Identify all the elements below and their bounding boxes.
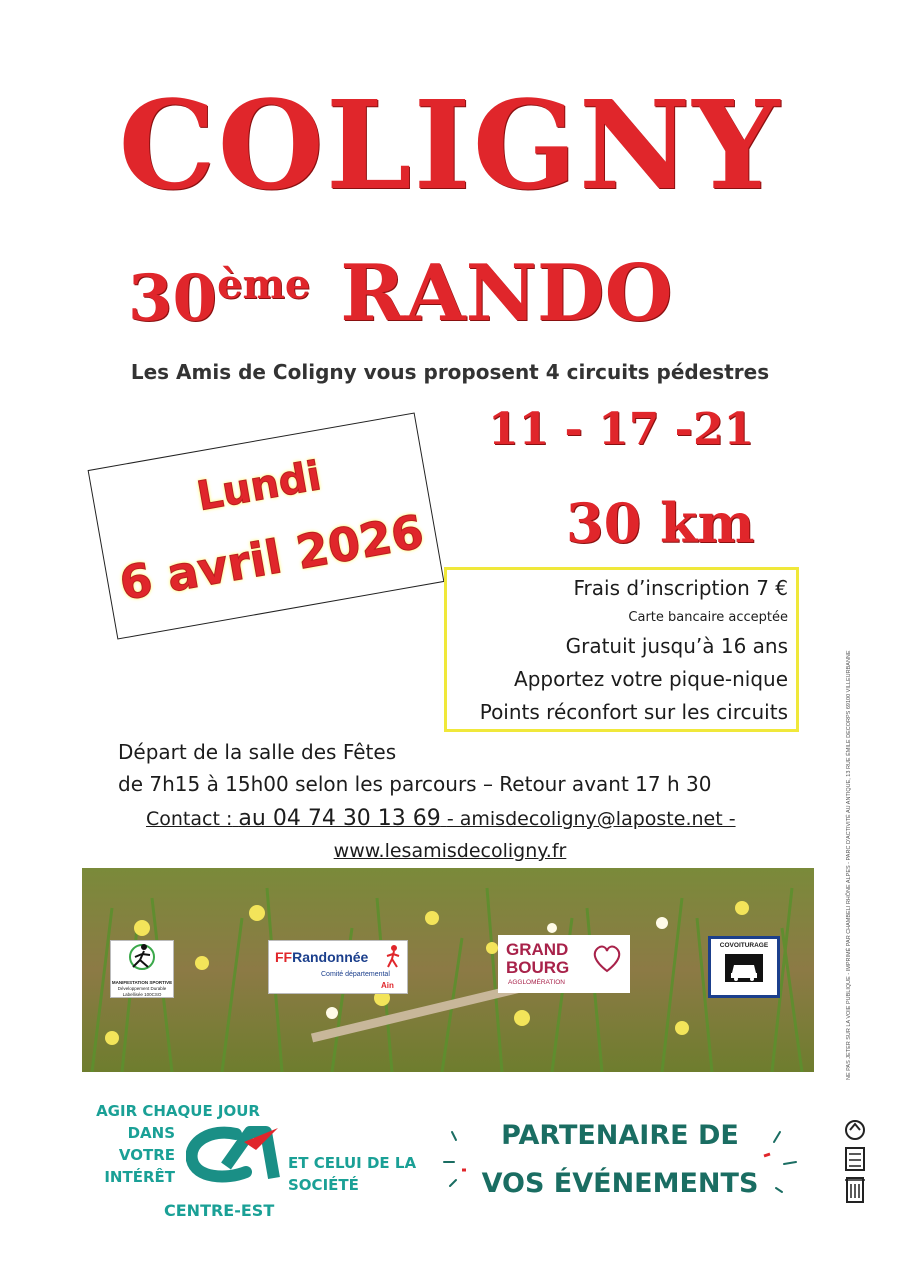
date-box — [88, 412, 445, 639]
edition-suffix: ème — [217, 261, 311, 308]
hiker-icon — [385, 945, 401, 969]
partner-banner — [460, 1112, 780, 1208]
free-text: Gratuit jusqu’à 16 ans — [565, 634, 788, 658]
heart-icon — [590, 941, 624, 975]
manif-line1: MANIFESTATION SPORTIVE — [111, 980, 173, 985]
ca-left-line2: DANS VOTRE — [118, 1124, 175, 1164]
intro-text: Les Amis de Coligny vous proposent 4 circuits pédestres — [130, 360, 770, 384]
manif-line2: Développement Durable — [117, 986, 167, 991]
picnic-text: Apportez votre pique-nique — [514, 667, 788, 691]
recycle-icons — [840, 1118, 870, 1206]
covoiturage-logo — [708, 936, 780, 998]
ca-region: CENTRE-EST — [164, 1201, 275, 1220]
date-full: 6 avril 2026 — [115, 504, 428, 611]
daffodil-photo — [82, 868, 814, 1072]
ffrandonnee-logo — [268, 940, 408, 994]
info-box — [444, 567, 799, 732]
ca-right-slogan — [288, 1152, 416, 1196]
edition-number: 30 — [128, 261, 218, 336]
grandbourg-logo — [498, 935, 630, 993]
ffr-brand-rest: Randonnée — [292, 949, 369, 965]
contact-email[interactable]: - amisdecoligny@laposte.net - — [446, 808, 736, 830]
gb-line3: AGGLOMÉRATION — [508, 979, 565, 986]
contact-line — [146, 806, 736, 831]
partner-line2: VOS ÉVÉNEMENTS — [481, 1168, 759, 1199]
ca-right-line2: SOCIÉTÉ — [288, 1176, 359, 1194]
ffr-sub1: Comité départemental — [321, 971, 390, 978]
side-note-text: NE PAS JETER SUR LA VOIE PUBLIQUE - IMPRIMÉ PAR CHAMBELI RHÔNE ALPES - PARC D'ACTIVITÉ AU ANTIQUE, 13 RUE ÉMILE DECORPS 69100 VILLEURBANNE — [846, 650, 852, 1080]
ca-left-line3: INTÉRÊT — [104, 1168, 175, 1186]
gb-line2: BOURG — [506, 958, 570, 977]
departure-place: Départ de la salle des Fêtes — [118, 740, 397, 764]
ca-left-line1: AGIR CHAQUE JOUR — [96, 1102, 260, 1120]
meadow-illustration — [82, 868, 814, 1072]
car-icon — [724, 953, 764, 983]
ffr-brand-ff: FF — [275, 949, 293, 965]
manif-logo — [110, 940, 174, 998]
ca-logo-icon — [186, 1126, 280, 1184]
departure-times: de 7h15 à 15h00 selon les parcours – Retour avant 17 h 30 — [118, 772, 712, 796]
edition-word: RANDO — [340, 248, 673, 339]
distance-max: 30 km — [566, 491, 755, 555]
manif-line3: Labellisée 100CSO — [122, 992, 162, 997]
contact-phone[interactable]: au 04 74 30 13 69 — [238, 806, 441, 831]
ca-right-line1: ET CELUI DE LA — [288, 1154, 417, 1172]
distance-list: 11 - 17 -21 — [488, 404, 755, 455]
departure-info — [118, 736, 711, 800]
partner-line1: PARTENAIRE DE — [501, 1120, 739, 1151]
edition-heading — [128, 240, 673, 344]
runner-icon — [111, 941, 173, 975]
covoiturage-label: COVOITURAGE — [719, 942, 769, 949]
contact-label: Contact : — [146, 808, 233, 830]
printer-note — [826, 560, 866, 1080]
event-title: COLIGNY — [118, 73, 782, 217]
website-link[interactable]: www.lesamisdecoligny.fr — [333, 840, 567, 862]
refresh-text: Points réconfort sur les circuits — [479, 700, 788, 724]
date-day: Lundi — [193, 453, 325, 521]
gb-line1: GRAND — [506, 940, 569, 959]
fee-text: Frais d’inscription 7 € — [573, 576, 788, 600]
ffr-sub2: Ain — [381, 981, 394, 990]
card-text: Carte bancaire acceptée — [628, 610, 788, 625]
